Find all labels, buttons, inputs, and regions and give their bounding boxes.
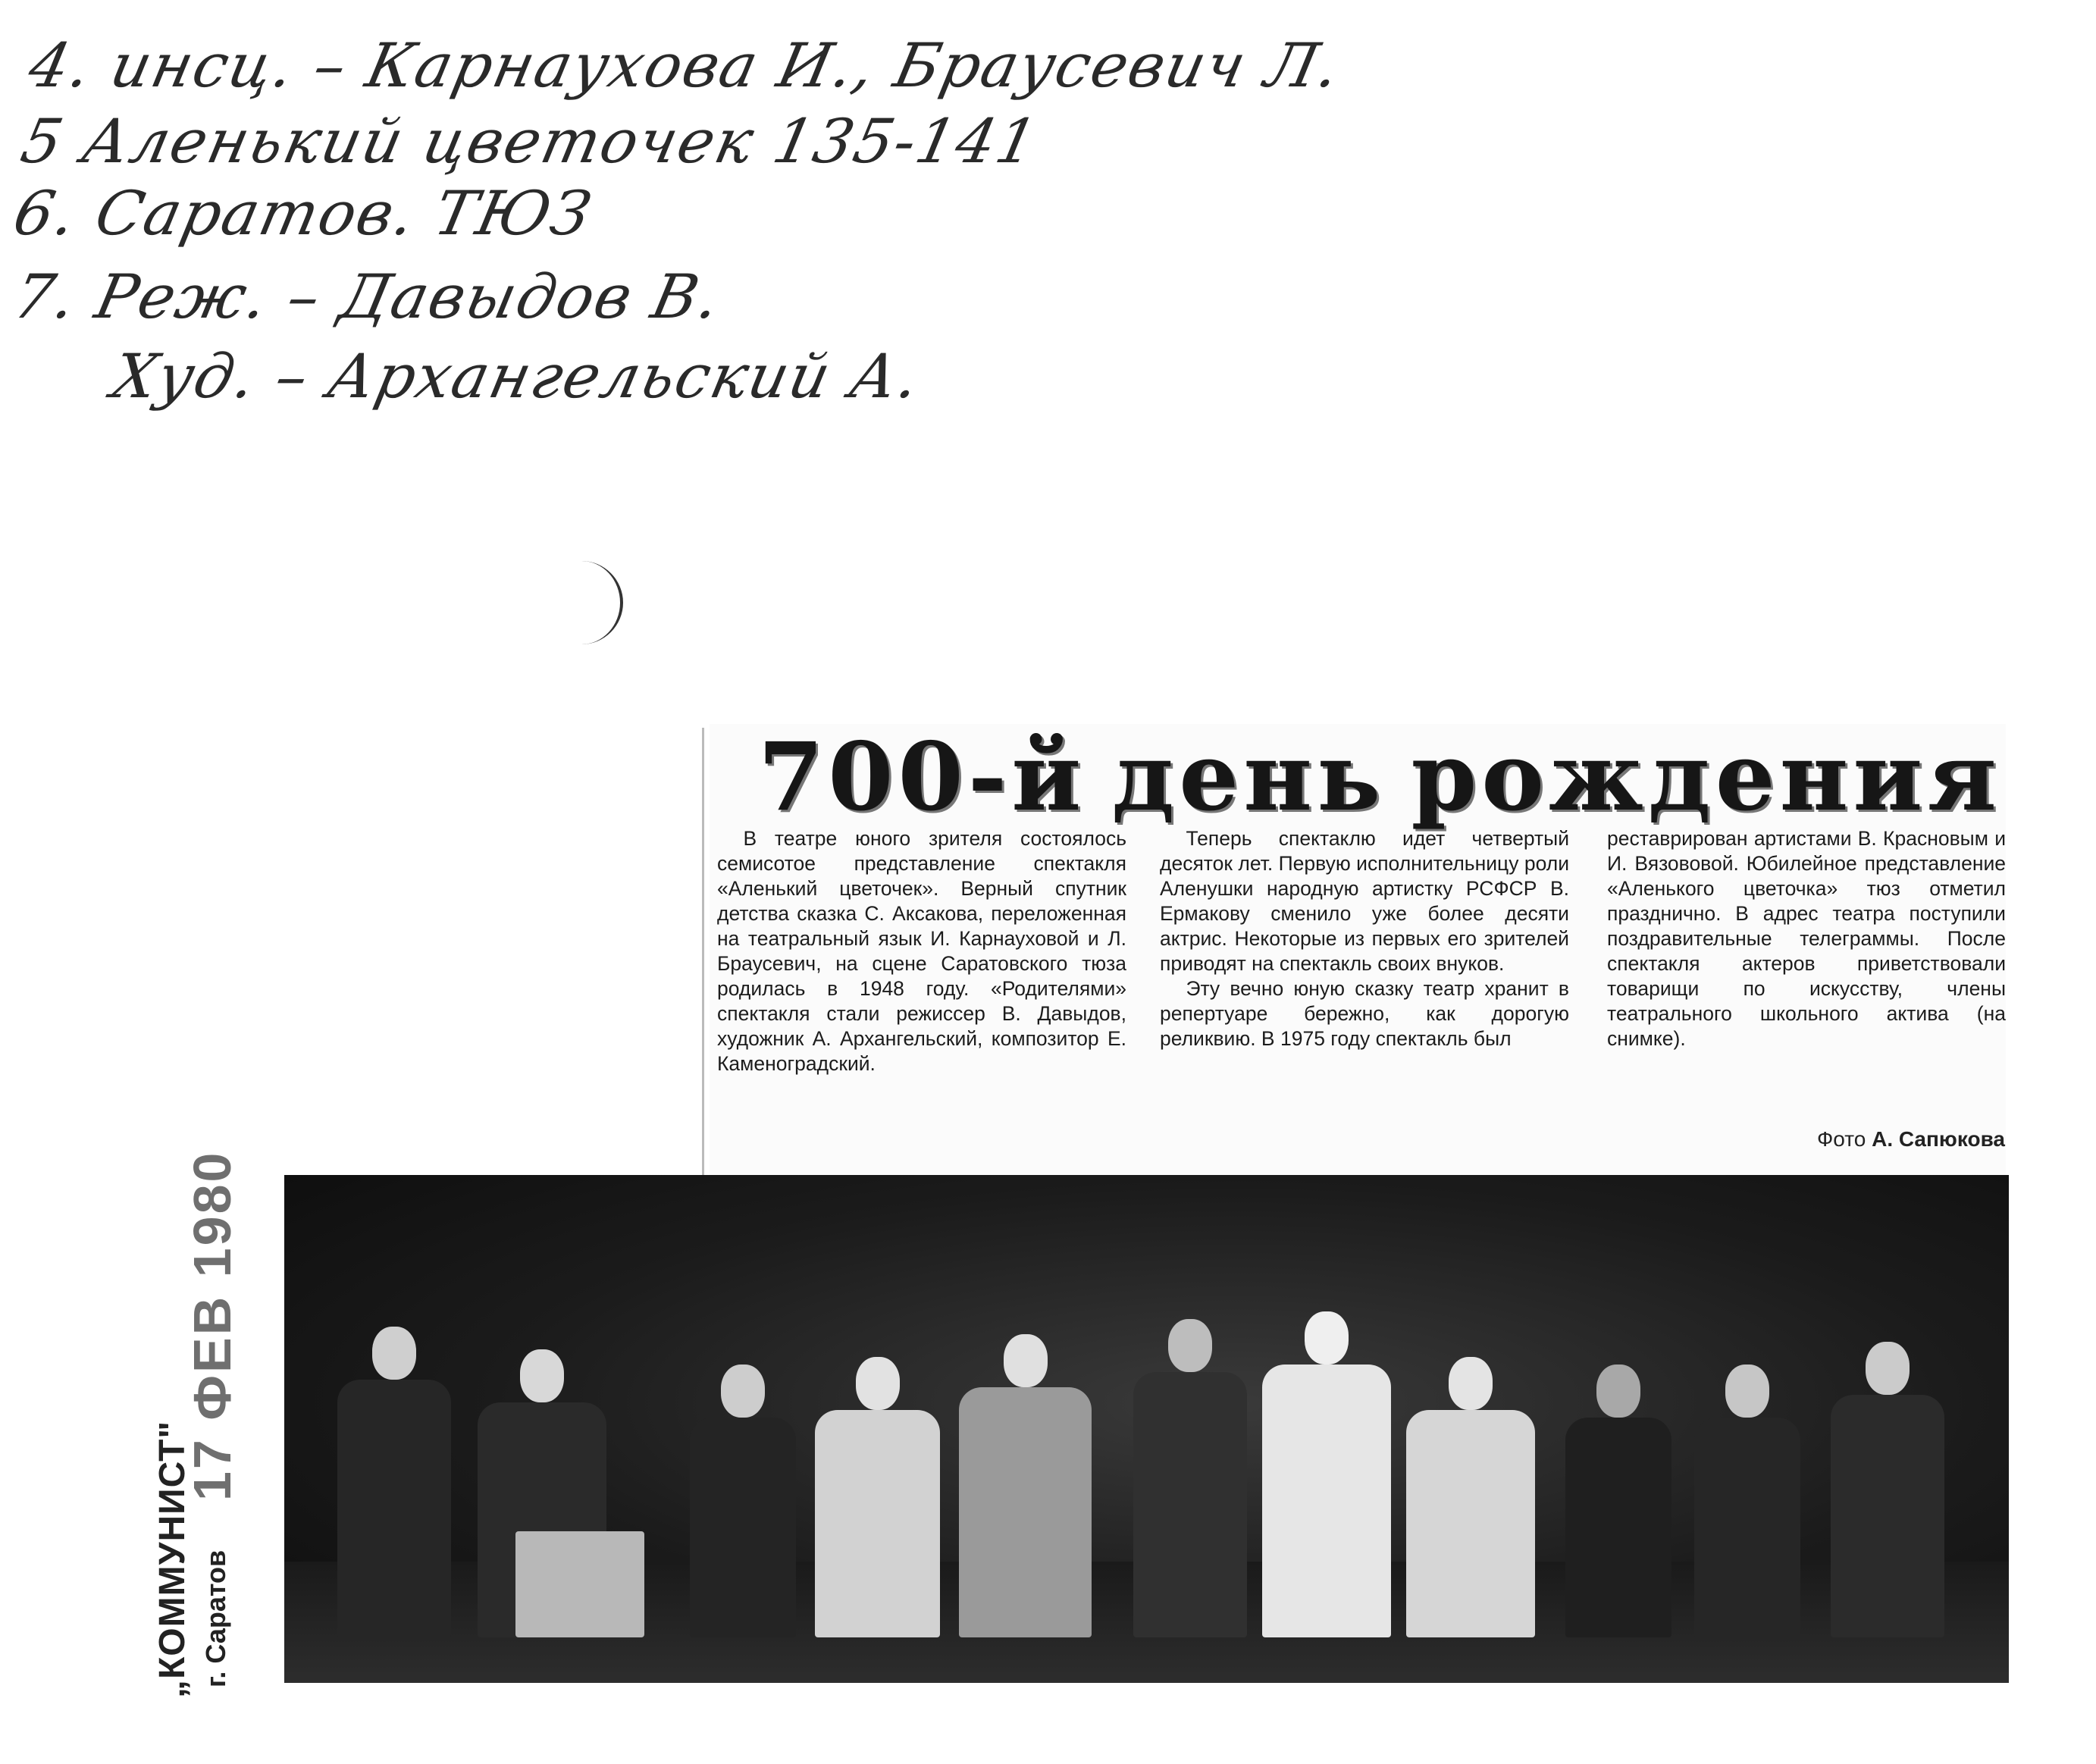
clipping-edge — [702, 728, 704, 1198]
photo-figure — [1831, 1327, 1944, 1637]
stamp-newspaper-name: „КОММУНИСТ" — [152, 1420, 193, 1698]
note-line-5: 5 Аленький цветочек 135-141 — [15, 106, 1045, 177]
photo-figure — [959, 1319, 1092, 1637]
article-headline — [758, 722, 2001, 832]
note-line-7: 7. Реж. – Давыдов В. — [8, 262, 728, 332]
note-line-8: Худ. – Архангельский А. — [106, 341, 927, 412]
photo-figure — [1565, 1357, 1671, 1637]
photo-figure — [337, 1311, 451, 1637]
photo-credit-name: А. Сапюкова — [1872, 1127, 2005, 1151]
article-column-3 — [1607, 826, 2006, 1051]
article-column-1 — [717, 826, 1126, 1076]
photo-figure — [515, 1531, 644, 1637]
article-paragraph: реставрирован артистами В. Красновым и И. Вязововой. Юбилейное представление «Аленького цветочка» тюз отметил празднично. В адрес театра поступили поздравительные телеграммы. После спектакля актеров приветствовали товарищи по искусству, члены театрального школьного актива (на снимке). — [1607, 827, 2006, 1050]
headline-word-1: 700-й — [758, 722, 1086, 832]
headline-word-3: рождения — [1411, 722, 2001, 832]
photo-figure — [1133, 1304, 1247, 1637]
photo-figure — [1262, 1296, 1391, 1637]
cast-photo — [284, 1175, 2009, 1683]
photo-credit-prefix: Фото — [1816, 1127, 1866, 1151]
photo-figure — [815, 1349, 940, 1637]
note-line-6: 6. Саратов. ТЮЗ — [8, 178, 599, 249]
article-paragraph: Теперь спектаклю идет четвертый десяток лет. Первую исполнительницу роли Аленушки народную артистку РСФСР В. Ермакову сменило уже более десяти актрис. Некоторые из первых его зрителей приводят на спектакль своих внуков. — [1160, 827, 1569, 975]
article-paragraph: В театре юного зрителя состоялось семисотое представление спектакля «Аленький цветочек». Верный спутник детства сказка С. Аксакова, переложенная на театральный язык И. Карнауховой и Л. Браусевич, на сцене Саратовского тюза родилась в 1948 году. «Родителями» спектакля стали режиссер В. Давыдов, художник А. Архангельский, композитор Е. Каменоградский. — [717, 827, 1126, 1075]
newspaper-stamp — [152, 1150, 280, 1698]
article-column-2 — [1160, 826, 1569, 1051]
article-paragraph: Эту вечно юную сказку театр хранит в репертуаре бережно, как дорогую реликвию. В 1975 году спектакль был — [1160, 977, 1569, 1050]
stamp-date: 17 ФЕВ 1980 — [183, 1150, 242, 1501]
stamp-city: г. Саратов — [200, 1549, 231, 1687]
photo-figure — [1694, 1357, 1800, 1637]
photo-figure — [690, 1357, 796, 1637]
headline-word-2: день — [1111, 722, 1386, 832]
photo-credit — [1740, 1127, 2005, 1151]
pen-mark — [575, 561, 623, 644]
photo-figure — [1406, 1349, 1535, 1637]
note-line-4: 4. инсц. – Карнаухова И., Браусевич Л. — [23, 30, 1348, 101]
